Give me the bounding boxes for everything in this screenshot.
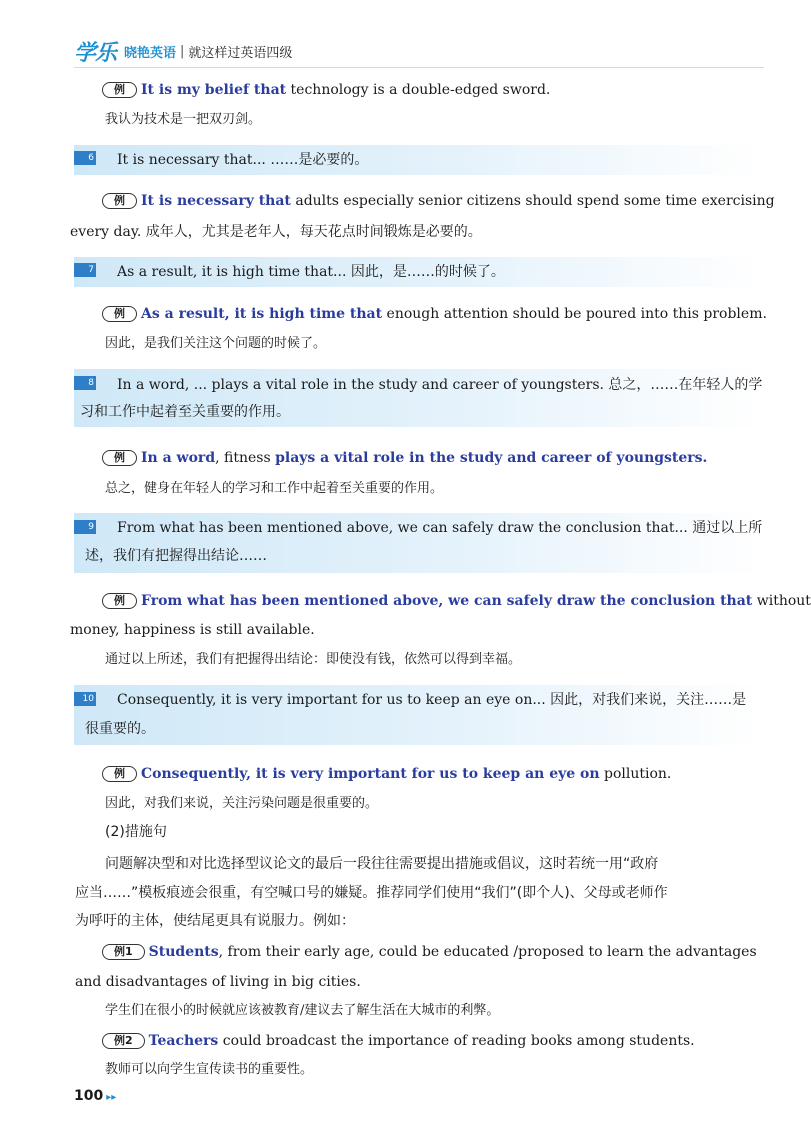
example-badge-1: 例1 [102, 944, 145, 960]
section-example-2: 例2 Teachers could broadcast the importance of reading books among students. [102, 1031, 695, 1051]
example-9-translation: 通过以上所述，我们有把握得出结论：即使没有钱，依然可以得到幸福。 [105, 652, 522, 667]
phrase-10-line2: 很重要的。 [85, 721, 155, 737]
example-10: 例 Consequently, it is very important for us to keep an eye on pollution. [102, 764, 671, 784]
example-7: 例 As a result, it is high time that enough attention should be poured into this problem. [102, 304, 767, 324]
example-badge: 例 [102, 306, 137, 322]
phrase-10-line1: Consequently, it is very important for us to keep an eye on... 因此，对我们来说，关注……是 [117, 692, 747, 708]
example-5: 例 It is my belief that technology is a double-edged sword. [102, 80, 550, 100]
header-separator: | [180, 43, 185, 59]
example-10-translation: 因此，对我们来说，关注污染问题是很重要的。 [105, 796, 379, 811]
section-example-2-translation: 教师可以向学生宣传读书的重要性。 [105, 1062, 314, 1077]
phrase-6: It is necessary that... ……是必要的。 [117, 152, 369, 168]
item-number-7: 7 [74, 263, 96, 277]
header-divider [74, 67, 764, 68]
section-example-1: 例1 Students, from their early age, could be educated /proposed to learn the advantages [102, 942, 757, 962]
example-badge-2: 例2 [102, 1033, 145, 1049]
example-9: 例 From what has been mentioned above, we can safely draw the conclusion that without [102, 591, 811, 611]
section-para-line3: 为呼吁的主体，使结尾更具有说服力。例如： [75, 913, 355, 929]
item-number-9: 9 [74, 520, 96, 534]
example-8: 例 In a word, fitness plays a vital role in the study and career of youngsters. [102, 448, 707, 468]
page-header [74, 38, 292, 64]
section-example-1-translation: 学生们在很小的时候就应该被教育/建议去了解生活在大城市的利弊。 [105, 1003, 500, 1018]
phrase-9-line1: From what has been mentioned above, we can safely draw the conclusion that... 通过以上所 [117, 520, 763, 536]
example-6: 例 It is necessary that adults especially senior citizens should spend some time exercising [102, 191, 775, 211]
example-badge: 例 [102, 766, 137, 782]
publisher-logo: 学乐 [74, 40, 117, 66]
example-badge: 例 [102, 450, 137, 466]
example-5-translation: 我认为技术是一把双刃剑。 [105, 112, 262, 127]
section-heading: (2)措施句 [105, 824, 167, 840]
page-footer [74, 1088, 116, 1104]
example-9-line2: money, happiness is still available. [70, 622, 315, 638]
example-7-translation: 因此，是我们关注这个问题的时候了。 [105, 336, 327, 351]
example-badge: 例 [102, 82, 137, 98]
item-number-8: 8 [74, 376, 96, 390]
item-number-10: 10 [74, 692, 96, 706]
phrase-8-line2: 习和工作中起着至关重要的作用。 [80, 404, 290, 420]
section-para-line2: 应当……”模板痕迹会很重，有空喊口号的嫌疑。推荐同学们使用“我们”(即个人)、父母或老师作 [75, 885, 668, 901]
brand-name: 晓艳英语 [124, 45, 177, 61]
section-para-line1: 问题解决型和对比选择型议论文的最后一段往往需要提出措施或倡议，这时若统一用“政府 [105, 856, 659, 872]
next-arrows-icon: ▸▸ [106, 1092, 117, 1103]
book-title: 就这样过英语四级 [188, 45, 293, 61]
example-6-line2: every day. 成年人，尤其是老年人，每天花点时间锻炼是必要的。 [70, 224, 482, 240]
page-number: 100 [74, 1088, 104, 1104]
phrase-7: As a result, it is high time that... 因此，是……的时候了。 [117, 264, 505, 280]
example-badge: 例 [102, 193, 137, 209]
example-8-translation: 总之，健身在年轻人的学习和工作中起着至关重要的作用。 [105, 481, 444, 496]
phrase-8-line1: In a word, ... plays a vital role in the study and career of youngsters. 总之，……在年轻人的学 [117, 377, 763, 393]
example-badge: 例 [102, 593, 137, 609]
phrase-9-line2: 述，我们有把握得出结论…… [85, 548, 267, 564]
item-number-6: 6 [74, 151, 96, 165]
section-example-1-line2: and disadvantages of living in big cities. [75, 974, 361, 990]
